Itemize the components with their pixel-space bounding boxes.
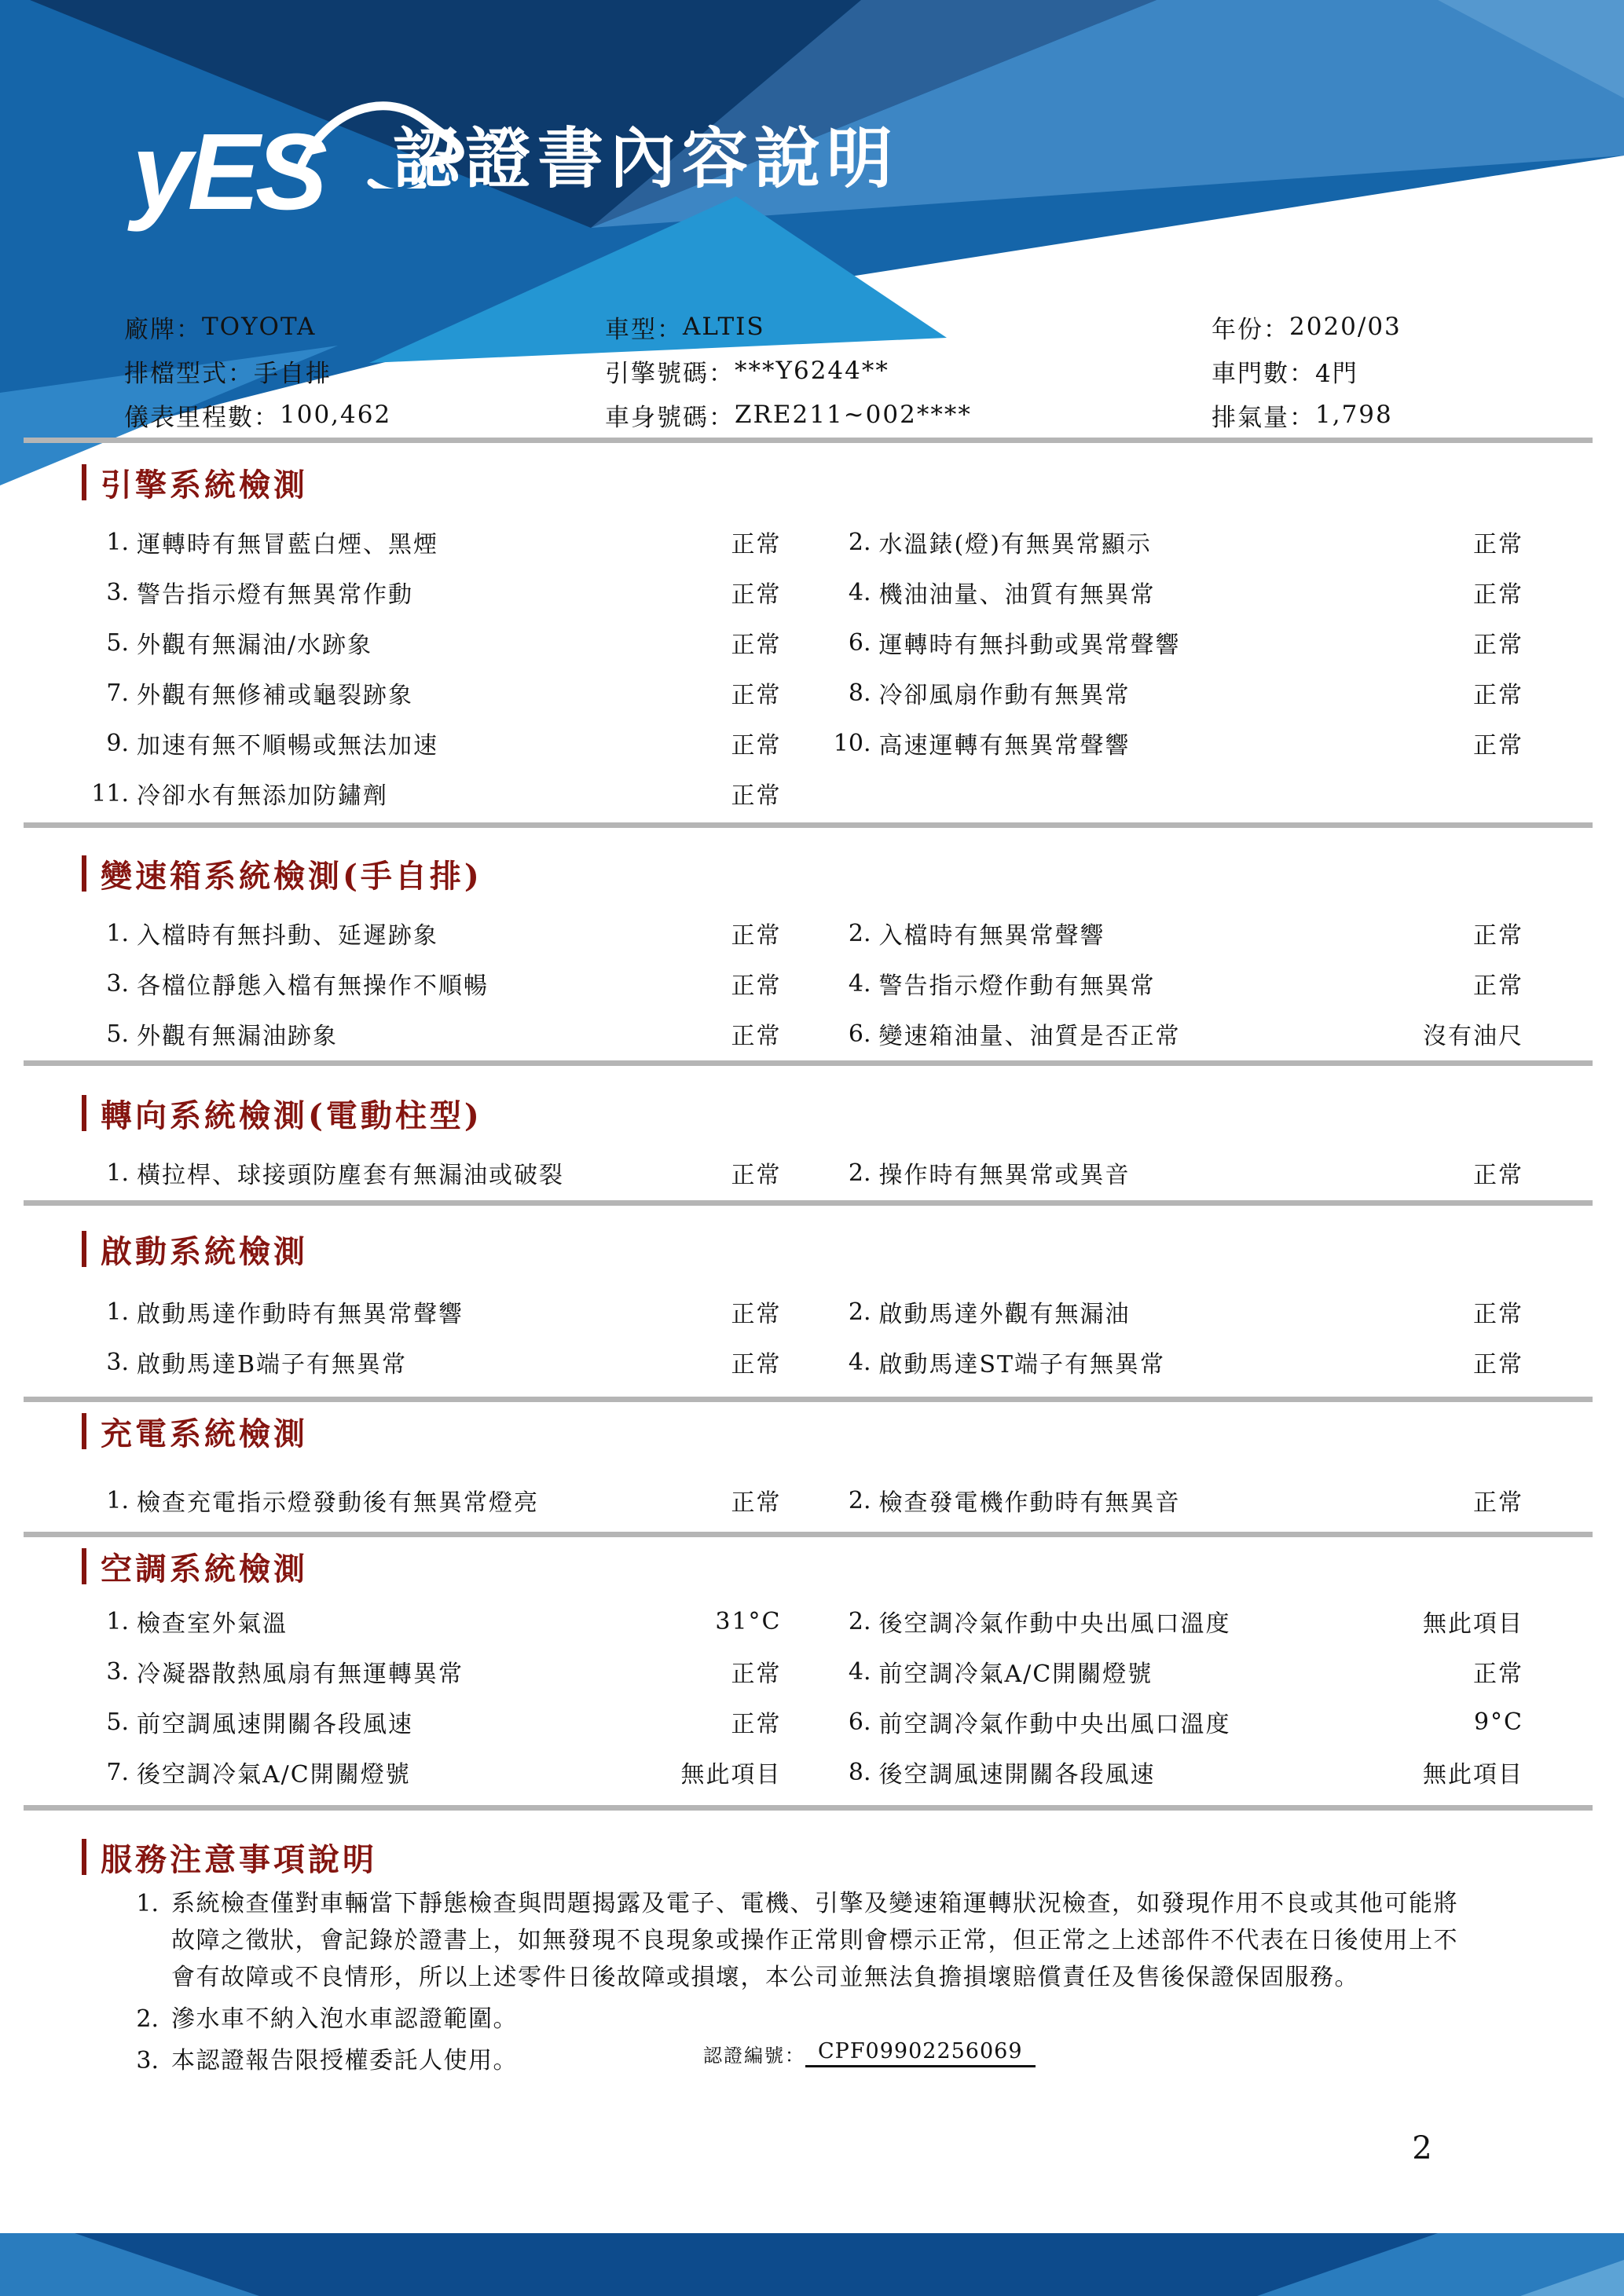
inspection-item bbox=[830, 1337, 1524, 1387]
section-title-bar bbox=[82, 855, 86, 892]
item-label: 高速運轉有無異常聲響 bbox=[878, 732, 1131, 760]
inspection-item bbox=[88, 958, 782, 1009]
item-number: 2. bbox=[848, 1486, 871, 1514]
inspection-item bbox=[88, 1596, 782, 1646]
item-number: 1. bbox=[106, 1486, 129, 1514]
item-label: 變速箱油量、油質是否正常 bbox=[878, 1023, 1181, 1050]
item-label: 冷凝器散熱風扇有無運轉異常 bbox=[137, 1661, 464, 1688]
item-status: 正常 bbox=[731, 1351, 782, 1379]
inspection-item bbox=[830, 958, 1524, 1009]
section-title-text: 服務注意事項說明 bbox=[101, 1840, 377, 1878]
inspection-item bbox=[88, 1337, 782, 1387]
item-status: 正常 bbox=[731, 1661, 782, 1688]
section-divider bbox=[24, 1532, 1593, 1537]
note-text: 滲水車不納入泡水車認證範圍。 bbox=[171, 2005, 518, 2033]
section-divider bbox=[24, 1060, 1593, 1066]
item-number: 4. bbox=[848, 578, 871, 606]
item-number: 2. bbox=[848, 919, 871, 947]
item-label: 冷卻風扇作動有無異常 bbox=[878, 682, 1131, 709]
inspection-item bbox=[830, 1747, 1524, 1797]
item-number: 4. bbox=[848, 969, 871, 998]
item-status: 正常 bbox=[1473, 1489, 1523, 1517]
item-status: 正常 bbox=[731, 922, 782, 950]
colon: ： bbox=[228, 359, 254, 388]
item-label: 入檔時有無抖動、延遲跡象 bbox=[137, 922, 438, 950]
field-label: 年份 bbox=[1212, 315, 1263, 344]
item-label: 後空調冷氣作動中央出風口溫度 bbox=[878, 1610, 1231, 1638]
item-status: 無此項目 bbox=[1423, 1610, 1523, 1638]
item-label: 前空調冷氣作動中央出風口溫度 bbox=[878, 1711, 1231, 1738]
inspection-item bbox=[830, 1148, 1524, 1198]
item-label: 前空調冷氣A/C開關燈號 bbox=[878, 1661, 1153, 1688]
item-number: 8. bbox=[848, 1758, 871, 1786]
item-number: 11. bbox=[91, 779, 129, 807]
item-number: 7. bbox=[106, 679, 129, 707]
inspection-item bbox=[830, 668, 1524, 718]
note-number: 1. bbox=[136, 1890, 159, 1917]
section-title-bar bbox=[82, 1231, 86, 1267]
item-label: 後空調冷氣A/C開關燈號 bbox=[137, 1761, 411, 1789]
vehicle-info-field-displacement bbox=[1212, 393, 1577, 437]
inspection-item bbox=[88, 908, 782, 958]
inspection-item bbox=[88, 718, 782, 768]
colon: ： bbox=[657, 315, 683, 344]
section-divider bbox=[24, 1397, 1593, 1402]
item-number: 4. bbox=[848, 1657, 871, 1686]
item-label: 警告指示燈有無異常作動 bbox=[137, 581, 413, 609]
inspection-item bbox=[830, 1697, 1524, 1747]
item-number: 3. bbox=[106, 1657, 129, 1686]
item-label: 後空調風速開關各段風速 bbox=[878, 1761, 1156, 1789]
colon: ： bbox=[709, 403, 735, 432]
item-status: 正常 bbox=[1473, 922, 1523, 950]
item-status: 正常 bbox=[1473, 632, 1523, 659]
field-value: ALTIS bbox=[683, 313, 765, 341]
colon: ： bbox=[709, 359, 735, 388]
yes-logo bbox=[132, 112, 323, 233]
section-title-text: 充電系統檢測 bbox=[101, 1415, 308, 1452]
section-title-bar bbox=[82, 464, 86, 500]
colon: ： bbox=[1289, 403, 1315, 432]
section-title bbox=[0, 1832, 1624, 1882]
inspection-item bbox=[830, 617, 1524, 668]
item-status: 正常 bbox=[1473, 732, 1523, 760]
item-number: 1. bbox=[106, 1298, 129, 1326]
item-number: 9. bbox=[106, 729, 129, 757]
item-label: 外觀有無修補或龜裂跡象 bbox=[137, 682, 413, 709]
item-status: 9°C bbox=[1473, 1708, 1523, 1736]
item-number: 1. bbox=[106, 919, 129, 947]
item-label: 檢查室外氣溫 bbox=[137, 1610, 288, 1638]
inspection-item bbox=[88, 668, 782, 718]
certificate-number bbox=[703, 2039, 1036, 2067]
item-label: 各檔位靜態入檔有無操作不順暢 bbox=[137, 972, 489, 1000]
inspection-items bbox=[88, 1475, 1523, 1525]
item-status: 正常 bbox=[1473, 531, 1523, 558]
page-title: 認證書內容說明 bbox=[393, 122, 900, 196]
section-title-text: 引擎系統檢測 bbox=[101, 466, 308, 504]
item-label: 警告指示燈作動有無異常 bbox=[878, 972, 1156, 1000]
item-number: 7. bbox=[106, 1758, 129, 1786]
vehicle-info-field-model bbox=[605, 305, 1212, 349]
inspection-item bbox=[830, 1596, 1524, 1646]
inspection-items bbox=[88, 908, 1523, 1059]
item-status: 正常 bbox=[731, 1023, 782, 1050]
item-status: 正常 bbox=[731, 1162, 782, 1189]
section-starter bbox=[0, 1224, 1624, 1387]
section-transmission bbox=[0, 848, 1624, 1059]
colon: ： bbox=[785, 2045, 805, 2067]
colon: ： bbox=[176, 315, 202, 344]
vehicle-info-field-vin bbox=[605, 393, 1212, 437]
colon: ： bbox=[1289, 359, 1315, 388]
section-title-bar bbox=[82, 1095, 86, 1131]
item-status: 正常 bbox=[1473, 1661, 1523, 1688]
inspection-item bbox=[830, 1287, 1524, 1337]
item-label: 運轉時有無抖動或異常聲響 bbox=[878, 632, 1181, 659]
section-title-text: 空調系統檢測 bbox=[101, 1550, 308, 1587]
inspection-item bbox=[88, 1009, 782, 1059]
item-number: 10. bbox=[833, 729, 871, 757]
field-value: 4門 bbox=[1315, 359, 1358, 388]
inspection-item bbox=[830, 517, 1524, 567]
note-text: 系統檢查僅對車輛當下靜態檢查與問題揭露及電子、電機、引擎及變速箱運轉狀況檢查，如發現作用不良或其他可能將故障之徵狀，會記錄於證書上，如無發現不良現象或操作正常則會標示正常，但正常之上述部件不代表在日後使用上不會有故障或不良情形，所以上述零件日後故障或損壞，本公司並無法負擔損壞賠償責任及售後保證保固服務。 bbox=[171, 1890, 1458, 1991]
field-label: 車型 bbox=[605, 315, 657, 344]
field-value: 手自排 bbox=[254, 359, 332, 388]
inspection-items bbox=[88, 1596, 1523, 1797]
note-number: 2. bbox=[136, 2005, 159, 2033]
item-number: 6. bbox=[848, 1020, 871, 1048]
item-label: 前空調風速開關各段風速 bbox=[137, 1711, 413, 1738]
inspection-item bbox=[88, 1697, 782, 1747]
item-label: 外觀有無漏油跡象 bbox=[137, 1023, 338, 1050]
field-label: 儀表里程數 bbox=[124, 403, 254, 432]
vehicle-info-field-year bbox=[1212, 305, 1577, 349]
section-divider bbox=[24, 438, 1593, 443]
inspection-item bbox=[88, 1475, 782, 1525]
inspection-item bbox=[88, 617, 782, 668]
section-title-text: 變速箱系統檢測(手自排) bbox=[101, 857, 482, 895]
item-status: 沒有油尺 bbox=[1423, 1023, 1523, 1050]
field-value: 100,462 bbox=[280, 401, 392, 429]
section-title bbox=[0, 1541, 1624, 1591]
item-label: 操作時有無異常或異音 bbox=[878, 1162, 1131, 1189]
page-number: 2 bbox=[1412, 2130, 1432, 2166]
vehicle-info-field-mileage bbox=[124, 393, 605, 437]
item-number: 2. bbox=[848, 1607, 871, 1635]
item-number: 5. bbox=[106, 628, 129, 657]
section-title bbox=[0, 1406, 1624, 1456]
inspection-item bbox=[830, 908, 1524, 958]
item-status: 正常 bbox=[1473, 1301, 1523, 1328]
item-number: 6. bbox=[848, 1708, 871, 1736]
item-status: 正常 bbox=[731, 1489, 782, 1517]
section-title-bar bbox=[82, 1548, 86, 1584]
item-label: 橫拉桿、球接頭防塵套有無漏油或破裂 bbox=[137, 1162, 564, 1189]
field-label: 引擎號碼 bbox=[605, 359, 709, 388]
item-label: 運轉時有無冒藍白煙、黑煙 bbox=[137, 531, 438, 558]
item-number: 3. bbox=[106, 1348, 129, 1376]
vehicle-info-field-transmission bbox=[124, 349, 605, 393]
section-divider bbox=[24, 822, 1593, 828]
note-text: 本認證報告限授權委託人使用。 bbox=[171, 2047, 518, 2074]
item-status: 正常 bbox=[1473, 1162, 1523, 1189]
field-value: ***Y6244** bbox=[735, 357, 889, 385]
item-status: 正常 bbox=[731, 632, 782, 659]
inspection-item bbox=[830, 1009, 1524, 1059]
item-number: 8. bbox=[848, 679, 871, 707]
vehicle-info-field-brand bbox=[124, 305, 605, 349]
item-label: 啟動馬達作動時有無異常聲響 bbox=[137, 1301, 464, 1328]
inspection-item bbox=[88, 1148, 782, 1198]
inspection-item bbox=[88, 1646, 782, 1697]
item-number: 4. bbox=[848, 1348, 871, 1376]
section-aircon bbox=[0, 1541, 1624, 1797]
inspection-items bbox=[88, 517, 1523, 818]
item-number: 5. bbox=[106, 1020, 129, 1048]
item-label: 冷卻水有無添加防鏽劑 bbox=[137, 782, 388, 810]
service-note bbox=[124, 2001, 1476, 2038]
inspection-item bbox=[830, 567, 1524, 617]
item-status: 正常 bbox=[731, 1301, 782, 1328]
item-label: 水溫錶(燈)有無異常顯示 bbox=[878, 531, 1152, 558]
item-label: 啟動馬達外觀有無漏油 bbox=[878, 1301, 1131, 1328]
field-value: ZRE211~002**** bbox=[735, 401, 972, 429]
cert-label: 認證編號 bbox=[703, 2045, 785, 2067]
item-label: 入檔時有無異常聲響 bbox=[878, 922, 1105, 950]
inspection-item bbox=[830, 718, 1524, 768]
item-number: 1. bbox=[106, 1607, 129, 1635]
item-number: 1. bbox=[106, 528, 129, 556]
field-value: 1,798 bbox=[1315, 401, 1393, 429]
item-number: 2. bbox=[848, 1298, 871, 1326]
item-status: 正常 bbox=[731, 581, 782, 609]
item-number: 3. bbox=[106, 969, 129, 998]
section-charging bbox=[0, 1406, 1624, 1525]
logo-text: yES bbox=[132, 112, 323, 233]
footer-banner bbox=[0, 2233, 1624, 2296]
inspection-item bbox=[830, 1646, 1524, 1697]
item-label: 加速有無不順暢或無法加速 bbox=[137, 732, 438, 760]
item-status: 正常 bbox=[731, 531, 782, 558]
cert-value: CPF09902256069 bbox=[805, 2039, 1036, 2067]
field-value: TOYOTA bbox=[202, 313, 317, 341]
field-label: 排檔型式 bbox=[124, 359, 228, 388]
section-title-bar bbox=[82, 1413, 86, 1449]
field-label: 車身號碼 bbox=[605, 403, 709, 432]
item-status: 正常 bbox=[1473, 972, 1523, 1000]
colon: ： bbox=[1263, 315, 1289, 344]
inspection-item bbox=[88, 517, 782, 567]
field-label: 廠牌 bbox=[124, 315, 176, 344]
field-label: 排氣量 bbox=[1212, 403, 1289, 432]
item-label: 檢查發電機作動時有無異音 bbox=[878, 1489, 1181, 1517]
item-status: 正常 bbox=[1473, 581, 1523, 609]
item-number: 2. bbox=[848, 528, 871, 556]
item-status: 正常 bbox=[731, 682, 782, 709]
inspection-item bbox=[830, 1475, 1524, 1525]
inspection-items bbox=[88, 1287, 1523, 1387]
vehicle-info-field-doors bbox=[1212, 349, 1577, 393]
section-divider bbox=[24, 1200, 1593, 1206]
section-title bbox=[0, 1224, 1624, 1274]
inspection-item bbox=[88, 1747, 782, 1797]
section-title bbox=[0, 457, 1624, 507]
item-label: 啟動馬達B端子有無異常 bbox=[137, 1351, 408, 1379]
section-steering bbox=[0, 1088, 1624, 1198]
item-status: 正常 bbox=[731, 972, 782, 1000]
note-number: 3. bbox=[136, 2047, 159, 2074]
item-status: 無此項目 bbox=[680, 1761, 782, 1789]
item-label: 檢查充電指示燈發動後有無異常燈亮 bbox=[137, 1489, 539, 1517]
item-number: 2. bbox=[848, 1159, 871, 1187]
section-title-bar bbox=[82, 1839, 86, 1875]
inspection-item bbox=[88, 1287, 782, 1337]
field-label: 車門數 bbox=[1212, 359, 1289, 388]
section-title bbox=[0, 1088, 1624, 1138]
item-number: 3. bbox=[106, 578, 129, 606]
item-status: 正常 bbox=[1473, 1351, 1523, 1379]
inspection-item bbox=[88, 768, 782, 818]
item-number: 6. bbox=[848, 628, 871, 657]
inspection-item bbox=[88, 567, 782, 617]
section-title bbox=[0, 848, 1624, 899]
service-note bbox=[124, 1885, 1476, 1996]
item-status: 正常 bbox=[731, 782, 782, 810]
vehicle-info bbox=[124, 305, 1577, 437]
section-divider bbox=[24, 1805, 1593, 1811]
item-label: 外觀有無漏油/水跡象 bbox=[137, 632, 373, 659]
item-status: 無此項目 bbox=[1423, 1761, 1523, 1789]
section-title-text: 轉向系統檢測(電動柱型) bbox=[101, 1097, 482, 1134]
vehicle-info-field-engine-no bbox=[605, 349, 1212, 393]
item-number: 5. bbox=[106, 1708, 129, 1736]
section-title-text: 啟動系統檢測 bbox=[101, 1232, 308, 1270]
item-label: 機油油量、油質有無異常 bbox=[878, 581, 1156, 609]
item-status: 正常 bbox=[1473, 682, 1523, 709]
item-status: 31°C bbox=[715, 1607, 782, 1635]
item-status: 正常 bbox=[731, 1711, 782, 1738]
inspection-items bbox=[88, 1148, 1523, 1198]
item-number: 1. bbox=[106, 1159, 129, 1187]
colon: ： bbox=[254, 403, 280, 432]
section-engine bbox=[0, 457, 1624, 818]
item-label: 啟動馬達ST端子有無異常 bbox=[878, 1351, 1166, 1379]
item-status: 正常 bbox=[731, 732, 782, 760]
field-value: 2020/03 bbox=[1289, 313, 1402, 341]
